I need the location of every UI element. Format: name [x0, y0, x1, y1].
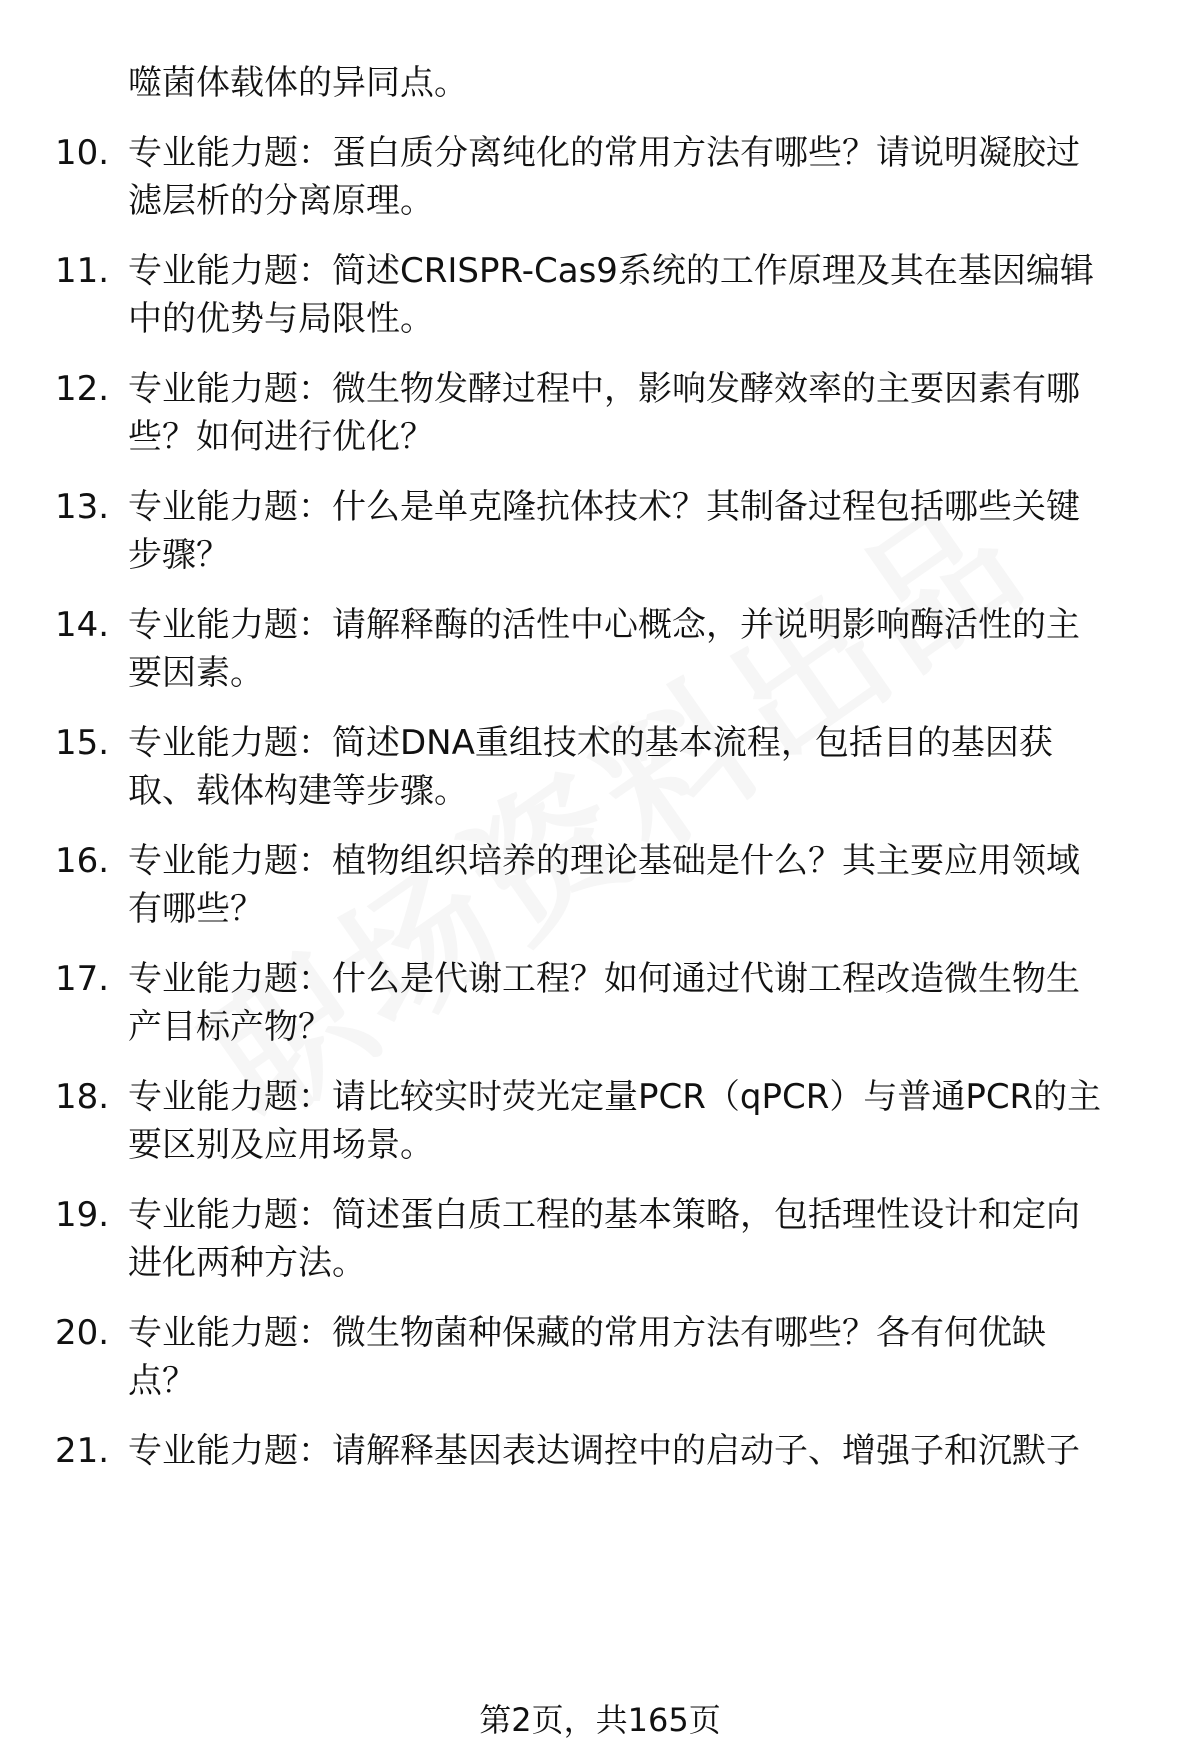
question-number: 12. [55, 369, 110, 409]
question-number: 19. [55, 1195, 110, 1235]
question-item [0, 954, 1200, 1064]
question-item [0, 1072, 1200, 1182]
question-number: 15. [55, 723, 110, 763]
question-text-line2: 有哪些？ [128, 889, 264, 929]
question-text-line2: 中的优势与局限性。 [128, 299, 434, 339]
question-text-line2: 点？ [128, 1361, 196, 1401]
question-number: 13. [55, 487, 110, 527]
question-item [0, 836, 1200, 946]
question-text-line2: 取、载体构建等步骤。 [128, 771, 468, 811]
question-item [0, 1190, 1200, 1300]
question-text-line1: 专业能力题：简述DNA重组技术的基本流程，包括目的基因获 [128, 723, 1053, 763]
question-text-line1: 专业能力题：蛋白质分离纯化的常用方法有哪些？请说明凝胶过 [128, 133, 1080, 173]
page-footer: 第2页，共165页 [479, 1701, 721, 1739]
question-text-line2: 要区别及应用场景。 [128, 1125, 434, 1165]
question-text-line1: 专业能力题：简述蛋白质工程的基本策略，包括理性设计和定向 [128, 1195, 1080, 1235]
question-item [0, 1426, 1200, 1536]
question-item [0, 482, 1200, 592]
question-text-line2: 产目标产物？ [128, 1007, 332, 1047]
question-text-line1: 专业能力题：什么是单克隆抗体技术？其制备过程包括哪些关键 [128, 487, 1080, 527]
question-text-line1: 专业能力题：植物组织培养的理论基础是什么？其主要应用领域 [128, 841, 1080, 881]
question-number: 11. [55, 251, 110, 291]
question-text-line2: 要因素。 [128, 653, 264, 693]
question-item [0, 718, 1200, 828]
question-item [0, 128, 1200, 238]
question-item [0, 364, 1200, 474]
question-text-line2: 步骤？ [128, 535, 230, 575]
question-item [0, 600, 1200, 710]
question-text-line2: 滤层析的分离原理。 [128, 181, 434, 221]
question-text-line1: 专业能力题：请比较实时荧光定量PCR（qPCR）与普通PCR的主 [128, 1077, 1102, 1117]
question-number: 18. [55, 1077, 110, 1117]
question-item [0, 1308, 1200, 1418]
question-text-line1: 专业能力题：微生物发酵过程中，影响发酵效率的主要因素有哪 [128, 369, 1080, 409]
question-number: 14. [55, 605, 110, 645]
question-text-line2: 进化两种方法。 [128, 1243, 366, 1283]
question-text-line1: 专业能力题：请解释酶的活性中心概念，并说明影响酶活性的主 [128, 605, 1080, 645]
question-item [0, 246, 1200, 356]
question-number: 17. [55, 959, 110, 999]
question-text-line1: 专业能力题：什么是代谢工程？如何通过代谢工程改造微生物生 [128, 959, 1080, 999]
question-number: 20. [55, 1313, 110, 1353]
continued-text: 噬菌体载体的异同点。 [128, 63, 468, 103]
question-number: 21. [55, 1431, 110, 1471]
question-number: 10. [55, 133, 110, 173]
question-text-line2: 些？如何进行优化？ [128, 417, 434, 457]
question-text-line1: 专业能力题：微生物菌种保藏的常用方法有哪些？各有何优缺 [128, 1313, 1046, 1353]
question-text-line1: 专业能力题：请解释基因表达调控中的启动子、增强子和沉默子 [128, 1431, 1080, 1471]
question-text-line1: 专业能力题：简述CRISPR-Cas9系统的工作原理及其在基因编辑 [128, 251, 1094, 291]
question-number: 16. [55, 841, 110, 881]
